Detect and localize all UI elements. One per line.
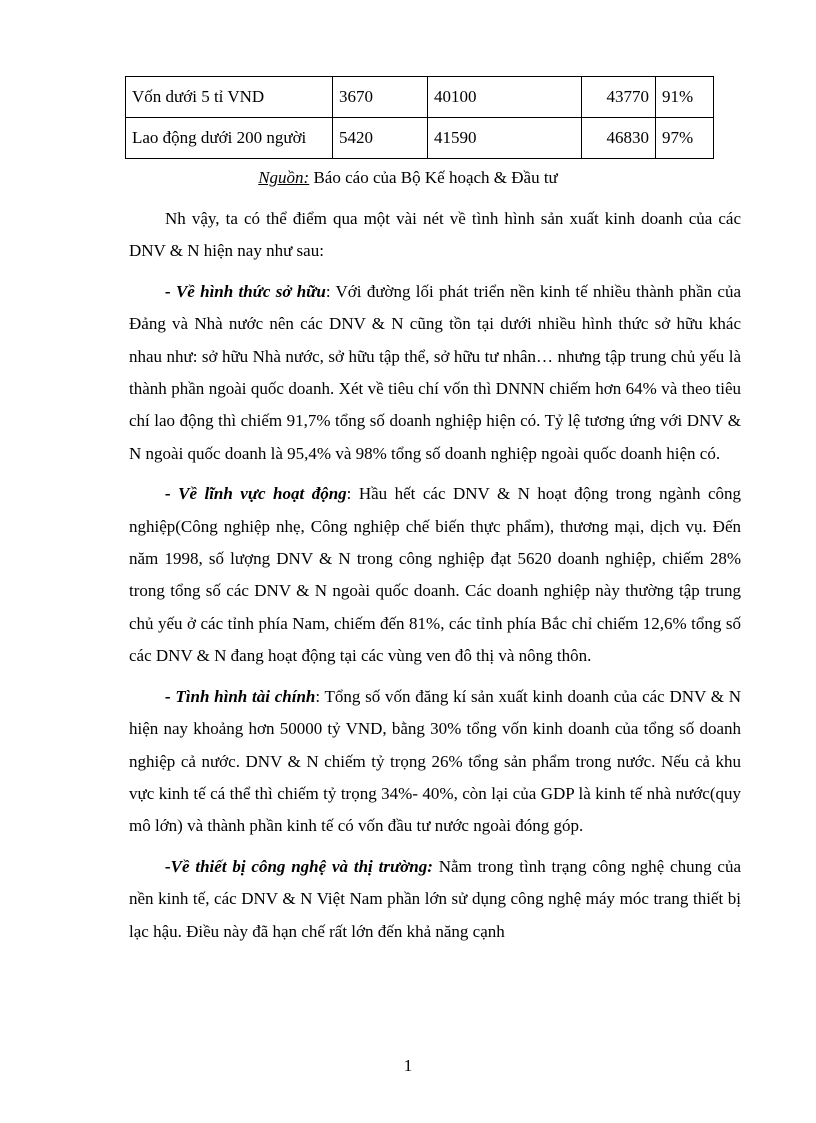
table-cell: 43770 [582, 77, 656, 118]
source-label: Nguồn: [258, 168, 310, 187]
section-ownership [129, 276, 741, 470]
section-text: Nằm trong tình trạng công nghệ chung của nền kinh tế, các DNV & N Việt Nam phần lớn sử dụng công nghệ máy móc trang thiết bị lạc hậu. Điều này đã hạn chế rất lớn đến khả năng cạnh [129, 856, 741, 941]
section-text: : Hầu hết các DNV & N hoạt động trong ngành công nghiệp(Công nghiệp nhẹ, Công nghiệp chế biến thực phẩm), thương mại, dịch vụ. Đến năm 1998, số lượng DNV & N trong công nghiệp đạt 5620 doanh nghiệp, chiếm 28% trong tổng số các DNV & N ngoài quốc doanh. Các doanh nghiệp này thường tập trung chủ yếu ở các tỉnh phía Nam, chiếm đến 81%, các tỉnh phía Bắc chỉ chiếm 12,6% tổng số các DNV & N đang hoạt động tại các vùng ven đô thị và nông thôn. [129, 484, 742, 666]
section-heading: - Về hình thức sở hữu [165, 281, 326, 301]
statistics-table [125, 76, 714, 159]
document-body [129, 203, 741, 956]
table-cell: Lao động dưới 200 người [126, 118, 333, 159]
table-cell: Vốn dưới 5 tỉ VND [126, 77, 333, 118]
table-cell: 97% [656, 118, 714, 159]
section-text: : Với đường lối phát triển nền kinh tế nhiều thành phần của Đảng và Nhà nước nên các DNV & N cũng tồn tại dưới nhiều hình thức sở hữu khác nhau như: sở hữu Nhà nước, sở hữu tập thể, sở hữu tư nhân… nhưng tập trung chủ yếu là thành phần ngoài quốc doanh. Xét về tiêu chí vốn thì DNNN chiếm hơn 64% và theo tiêu chí lao động thì chiếm 91,7% tổng số doanh nghiệp hiện có. Tỷ lệ tương ứng với DNV & N ngoài quốc doanh là 95,4% và 98% tổng số doanh nghiệp ngoài quốc doanh hiện có. [129, 281, 742, 463]
source-caption [0, 168, 816, 188]
section-field [129, 478, 741, 672]
intro-paragraph: Nh vậy, ta có thể điểm qua một vài nét về tình hình sản xuất kinh doanh của các DNV & N hiện nay như sau: [129, 209, 741, 261]
section-text: : Tổng số vốn đăng kí sản xuất kinh doanh của các DNV & N hiện nay khoảng hơn 50000 tỷ VND, bằng 30% tổng vốn kinh doanh của tổng số doanh nghiệp cả nước. DNV & N chiếm tỷ trọng 26% tổng sản phẩm trong nước. Nếu cả khu vực kinh tế cá thể thì chiếm tỷ trọng 34%- 40%, còn lại của GDP là kinh tế nhà nước(quy mô lớn) và thành phần kinh tế có vốn đầu tư nước ngoài đóng góp. [129, 686, 742, 836]
section-finance [129, 681, 741, 843]
section-heading: - Về lĩnh vực hoạt động [165, 484, 347, 504]
table-cell: 41590 [428, 118, 582, 159]
table-cell: 91% [656, 77, 714, 118]
section-heading: -Về thiết bị công nghệ và thị trường: [165, 856, 433, 876]
section-technology [129, 851, 741, 948]
section-heading: - Tình hình tài chính [165, 686, 316, 706]
table-cell: 3670 [333, 77, 428, 118]
source-text: Báo cáo của Bộ Kế hoạch & Đầu tư [309, 168, 558, 187]
table-row [126, 118, 714, 159]
page-number: 1 [403, 1056, 413, 1075]
table-row [126, 77, 714, 118]
table-cell: 46830 [582, 118, 656, 159]
table-cell: 40100 [428, 77, 582, 118]
table-cell: 5420 [333, 118, 428, 159]
